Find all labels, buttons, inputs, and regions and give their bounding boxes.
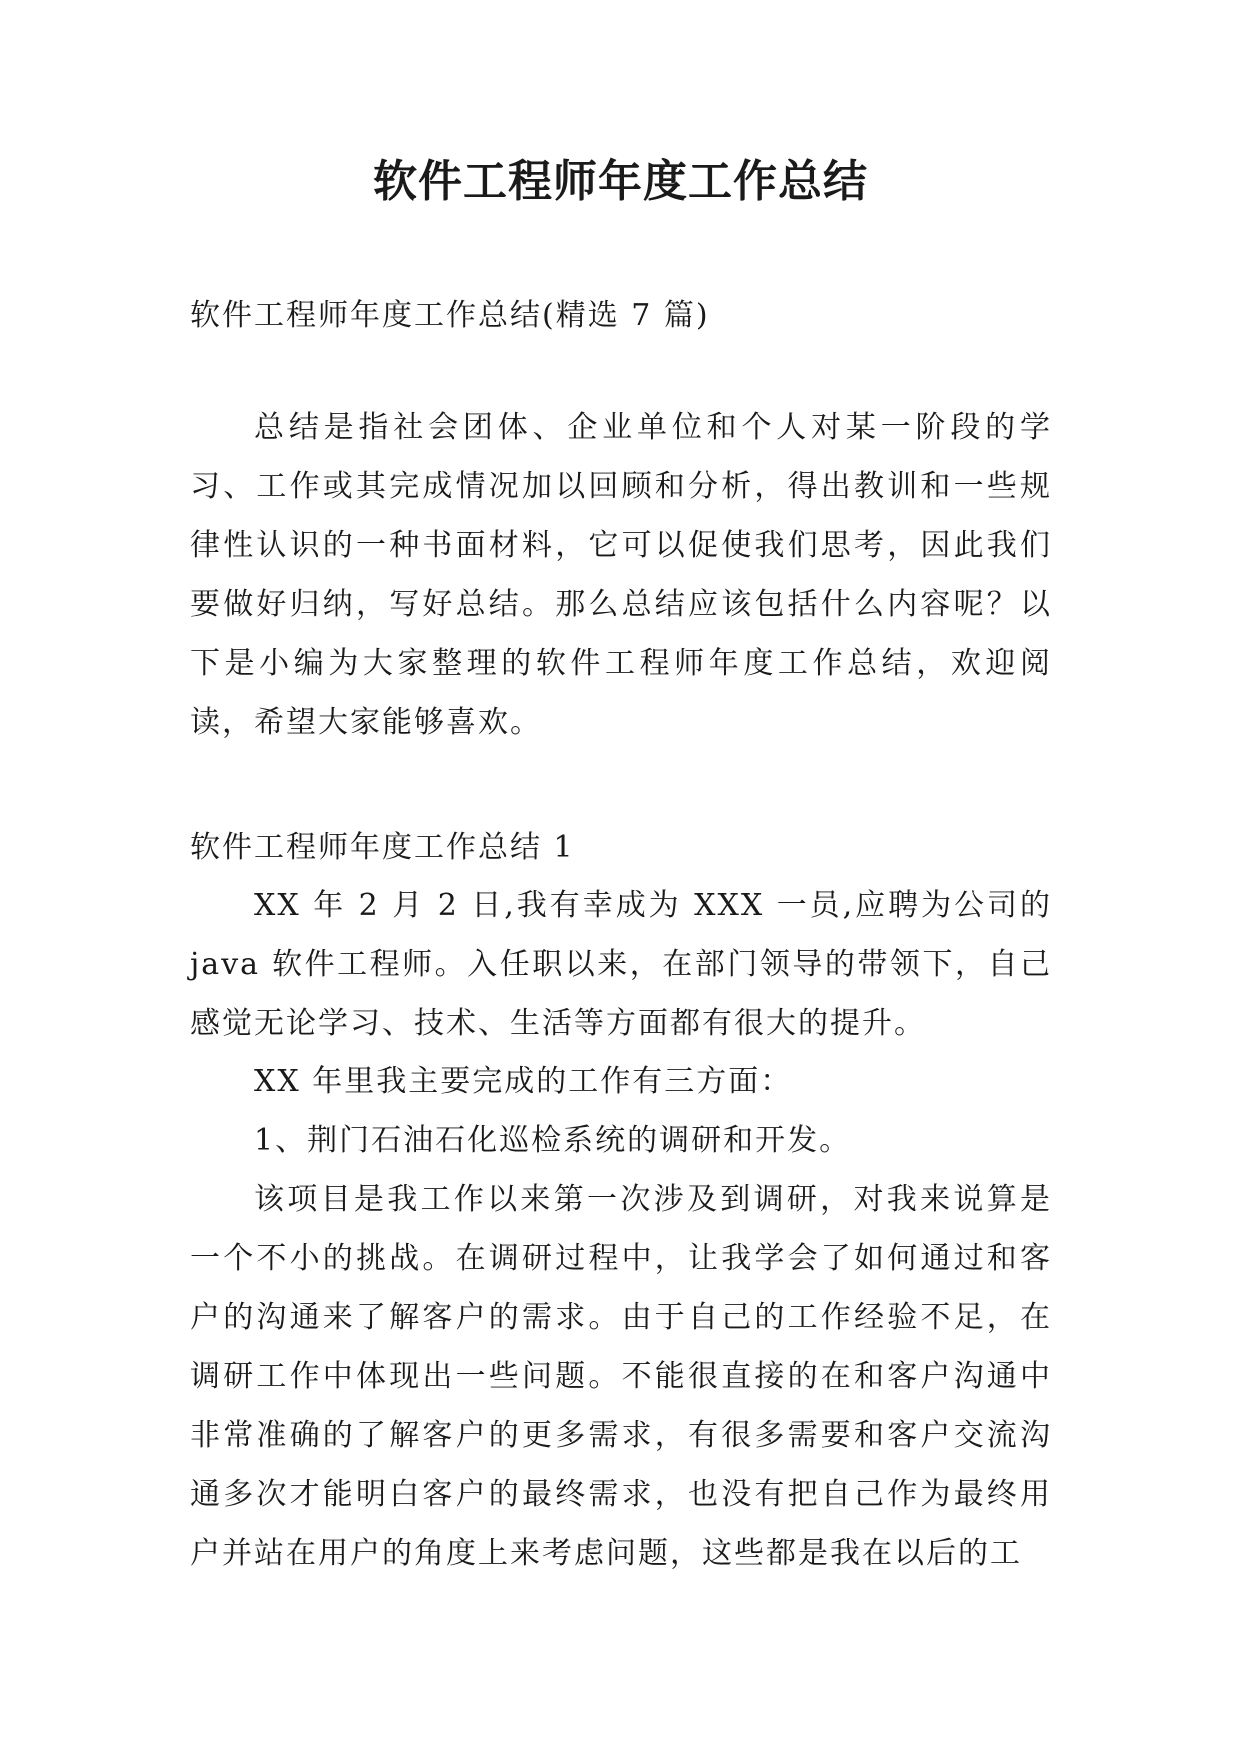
document-title: 软件工程师年度工作总结 bbox=[373, 156, 868, 207]
section-list-item: 1、荆门石油石化巡检系统的调研和开发。 bbox=[254, 1123, 852, 1158]
section-heading: 软件工程师年度工作总结 1 bbox=[190, 830, 575, 865]
intro-paragraph: 总结是指社会团体、企业单位和个人对某一阶段的学习、工作或其完成情况加以回顾和分析，得出教训和一些规律性认识的一种书面材料，它可以促使我们思考，因此我们要做好归纳，写好总结。那么总结应该包括什么内容呢？以下是小编为大家整理的软件工程师年度工作总结，欢迎阅读，希望大家能够喜欢。 bbox=[190, 410, 1052, 740]
section-paragraph: XX 年 2 月 2 日,我有幸成为 XXX 一员,应聘为公司的 java 软件工程师。入任职以来，在部门领导的带领下，自己感觉无论学习、技术、生活等方面都有很大的提升。 bbox=[190, 888, 1052, 1041]
section-paragraph: XX 年里我主要完成的工作有三方面： bbox=[254, 1064, 793, 1099]
document-subtitle: 软件工程师年度工作总结(精选 7 篇) bbox=[190, 298, 710, 333]
section-paragraph: 该项目是我工作以来第一次涉及到调研，对我来说算是一个不小的挑战。在调研过程中，让我学会了如何通过和客户的沟通来了解客户的需求。由于自己的工作经验不足，在调研工作中体现出一些问题。不能很直接的在和客户沟通中非常准确的了解客户的更多需求，有很多需要和客户交流沟通多次才能明白客户的最终需求，也没有把自己作为最终用户并站在用户的角度上来考虑问题，这些都是我在以后的工 bbox=[190, 1182, 1052, 1571]
